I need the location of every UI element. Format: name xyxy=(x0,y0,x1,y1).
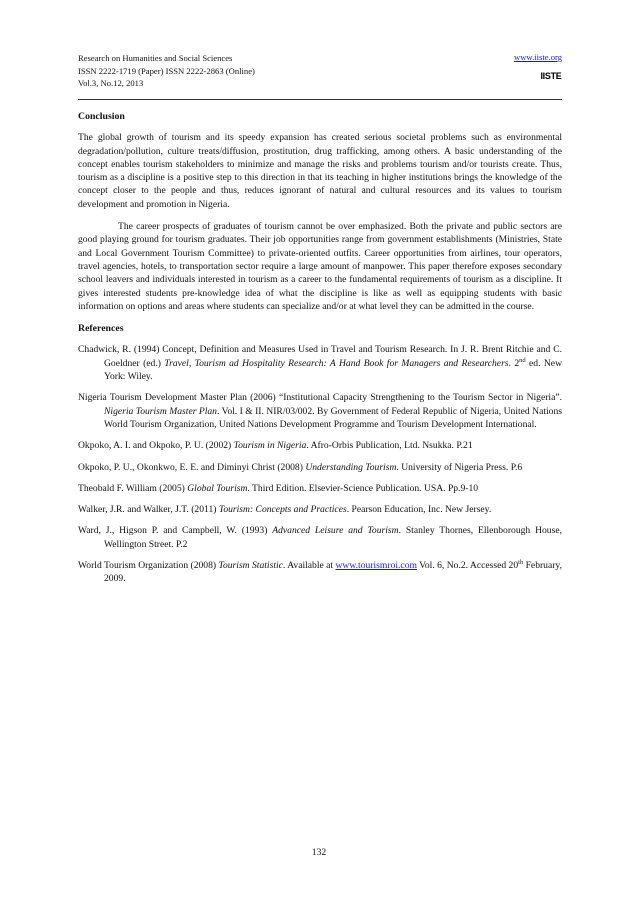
ref-text: Chadwick, R. (1994) Concept, Definition and Measures Used in Travel and Tourism Research. In J. R. Brent Ritchie and C. Goeldner (ed.) xyxy=(78,344,562,369)
ref-superscript: nd xyxy=(519,356,526,364)
ref-title: Nigeria Tourism Master Plan xyxy=(104,405,217,417)
ref-text: Ward, J., Higson P. and Campbell, W. (1993) xyxy=(78,525,273,537)
ref-superscript: th xyxy=(518,558,524,566)
reference-ward xyxy=(78,524,562,551)
tourismroi-link[interactable]: www.tourismroi.com xyxy=(335,560,417,572)
ref-text: Theobald F. William (2005) xyxy=(78,482,188,494)
ref-title: Travel, Tourism ad Hospitality Research: A Hand Book for Managers and Researchers xyxy=(164,357,509,369)
ref-text: . Pearson Education, Inc. New Jersey. xyxy=(346,504,492,516)
ref-text: Okpoko, A. I. and Okpoko, P. U. (2002) xyxy=(78,440,234,452)
ref-text: Nigeria Tourism Development Master Plan (2006) “Institutional Capacity Strengthening to the Tourism Sector in Nigeria”. xyxy=(78,392,562,404)
ref-title: Tourism Statistic xyxy=(218,560,283,572)
ref-text: Walker, J.R. and Walker, J.T. (2011) xyxy=(78,504,219,516)
ref-text: . University of Nigeria Press. P.6 xyxy=(396,461,523,473)
ref-text: Vol. 6, No.2. Accessed 20 xyxy=(416,560,519,572)
ref-text: . Available at xyxy=(282,560,336,572)
reference-theobald xyxy=(78,482,562,495)
ref-title: Global Tourism xyxy=(187,482,248,494)
ref-text: February, 2009. xyxy=(104,560,563,585)
journal-name: Research on Humanities and Social Sciences xyxy=(78,53,233,63)
ref-title: Tourism: Concepts and Practices xyxy=(218,504,347,516)
ref-text: Okpoko, P. U., Okonkwo, E. E. and Diminyi Christ (2008) xyxy=(78,461,306,473)
iiste-logo-text: IISTE xyxy=(540,71,562,81)
page-number: 132 xyxy=(311,847,327,858)
ref-text: ed. New York: Wiley. xyxy=(104,357,562,383)
reference-chadwick xyxy=(78,343,562,383)
conclusion-heading: Conclusion xyxy=(78,111,125,122)
reference-nigeria-master-plan xyxy=(78,391,562,431)
ref-title: Tourism in Nigeria xyxy=(233,440,307,452)
reference-okpoko-2008 xyxy=(78,461,562,474)
reference-okpoko-2002 xyxy=(78,439,562,452)
conclusion-paragraph-2: The career prospects of graduates of tourism cannot be over emphasized. Both the private and public sectors are good playing ground for tourism graduates. Their job opportunities range from government establishments (Ministries, State and Local Government Tourism Committee) to private-oriented outfits. Career opportunities from airlines, tour operators, travel agencies, hotels, to transportation sector require a large amount of manpower. This paper therefore exposes secondary school leavers and individuals interested in tourism as a career to the fundamental requirements of tourism as a discipline. It gives interested students pre-knowledge idea of what the discipline is like as well as equipping students with basic information on options and areas where students can specialize and/or at what level they can be admitted in the course. xyxy=(78,221,562,312)
ref-title: Understanding Tourism xyxy=(305,461,397,473)
iiste-logo xyxy=(540,66,562,86)
ref-text: . Afro-Orbis Publication, Ltd. Nsukka. P.21 xyxy=(306,440,473,452)
volume-line: Vol.3, No.12, 2013 xyxy=(78,78,144,88)
ref-text: . Third Edition. Elsevier-Science Publication. USA. Pp.9-10 xyxy=(247,482,479,494)
ref-text: World Tourism Organization (2008) xyxy=(78,560,219,572)
ref-title: Advanced Leisure and Tourism xyxy=(272,525,399,537)
ref-text: . Vol. I & II. NIR/03/002. By Government of Federal Republic of Nigeria, United Nations World Tourism Organization, United Nations Development Programme and Tourism Development International. xyxy=(104,405,562,430)
issn-line: ISSN 2222-1719 (Paper) ISSN 2222-2863 (Online) xyxy=(78,65,255,76)
reference-world-tourism-organization xyxy=(78,559,562,586)
ref-text: . 2 xyxy=(508,357,520,369)
ref-text: . Stanley Thornes, Ellenborough House, Wellington Street. P.2 xyxy=(104,525,562,550)
references-heading: References xyxy=(78,323,124,335)
header-rule xyxy=(78,99,562,100)
conclusion-paragraph-1: The global growth of tourism and its speedy expansion has created serious societal problems such as environmental degradation/pollution, culture treats/diffusion, prostitution, drug trafficking, among others. A basic understanding of the concept enables tourism stakeholders to minimize and manage the risks and problems tourism and/or tourists create. Thus, tourism as a discipline is a positive step to this direction in that its teaching in higher institutions brings the knowledge of the concept closer to the people and thus, reduces ignorant of natural and cultural resources and its values to tourism development and promotion in Nigeria. xyxy=(78,132,562,210)
article-body xyxy=(78,110,562,594)
page-header xyxy=(78,52,562,98)
reference-walker xyxy=(78,503,562,516)
journal-url-link[interactable]: www.iiste.org xyxy=(514,52,562,62)
